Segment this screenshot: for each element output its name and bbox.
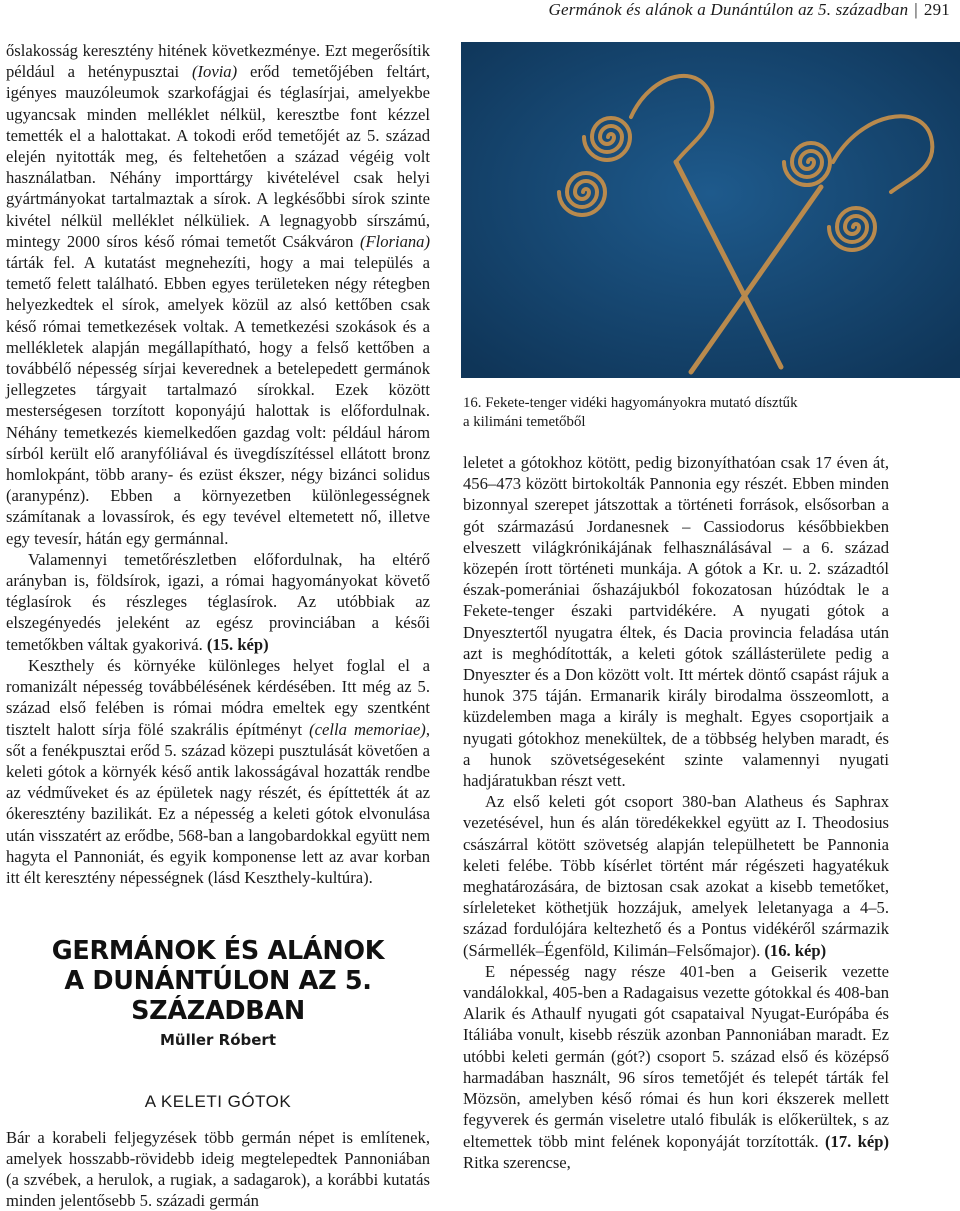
text-run: (17. kép) xyxy=(825,1131,889,1151)
right-column xyxy=(463,452,889,1173)
text-run: (16. kép) xyxy=(764,940,827,960)
left-paragraph-4 xyxy=(6,1127,430,1211)
author-name: Müller Róbert xyxy=(159,1031,276,1050)
section-title-line-1: GERMÁNOK ÉS ALÁNOK xyxy=(51,936,385,967)
left-paragraph-2 xyxy=(6,549,430,655)
text-run: (15. kép) xyxy=(206,634,269,654)
caption-line-1: 16. Fekete-tenger vidéki hagyományokra mutató dísztűk xyxy=(463,395,798,411)
right-paragraph-3 xyxy=(463,961,889,1173)
page-number: 291 xyxy=(923,0,950,19)
subsection-title: A KELETI GÓTOK xyxy=(144,1092,292,1112)
running-head xyxy=(549,0,951,20)
text-run: erőd temetőjében feltárt, igényes mauzóleumok szarkofágjai és téglasírjai, amelyekbe ugyancsak minden melléklet nélkül, keresztbe font kézzel temették el a halottakat. A tokodi erőd temetőjét az 5. század elején nyitották meg, és feltehetően a század végéig volt használatban. Néhány importtárgy kivételével csak helyi gyártmányokat tartalmaztak a sírok. A legkésőbbi sírok szinte kivétel nélkül melléklet nélküliek. A legnagyobb sírszámú, mintegy 2000 síros késő római temetőt Csákváron xyxy=(6,62,431,251)
right-paragraph-2 xyxy=(463,791,889,961)
figure-16-photo xyxy=(461,42,960,378)
figure-caption xyxy=(463,394,883,432)
text-run: őslakosság keresztény hitének következménye. Ezt megerősítik például a heténypusztai xyxy=(6,41,430,82)
header-separator: | xyxy=(914,0,918,19)
section-title-line-2: A DUNÁNTÚLON AZ 5. SZÁZADBAN xyxy=(64,966,372,1027)
caption-line-2: a kilimáni temetőből xyxy=(463,414,586,430)
text-run: , sőt a fenékpusztai erőd 5. század közepi pusztulását követően a keleti gótok a környék késő antik lakosságával hozatták rendbe az védműveket és az épületek nagy részét, és építtették át az ókeresztény bazilikát. Ez a népesség a keleti gótok elvonulása után visszatért az erődbe, 568-ban a langobardokkal együtt nem hagyta el Pannoniát, és egyik komponense lett az avar korban itt élt keresztény népességnek (lásd Keszthely-kultúra). xyxy=(6,719,430,887)
section-title xyxy=(6,936,430,1026)
text-run: (cella memoriae) xyxy=(309,719,426,739)
left-paragraph-1 xyxy=(6,40,430,549)
left-paragraph-3 xyxy=(6,655,430,888)
text-run: E népesség nagy része 401-ben a Geiserik vezette vandálokkal, 405-ben a Radagaisus vezette gótokkal és 408-ban Alarik és Athaulf nyugati gót csapataival Nyugat-Európába és Itáliába vonult, kisebb részük azonban Pannoniában maradt. Ez utóbbi keleti germán (gót?) csoport 5. század első és középső harmadában használt, 96 síros temetőjét és telepét tárták fel Mözsön, amelyben késő római és hun kori ékszerek mellett fegyverek és germán viseletre utaló fibulák is előkerültek, s az eltemettek több mint felének koponyáját torzították. xyxy=(463,961,889,1151)
running-title: Germánok és alánok a Dunántúlon az 5. században xyxy=(548,0,909,19)
text-run: Valamennyi temetőrészletben előfordulnak, ha eltérő arányban is, földsírok, igazi, a római hagyományokat követő téglasírok és részleges téglasírok. Az utóbbiak az elszegényedés jeleként az egész provinciában a késői temetőkben váltak gyakorivá. xyxy=(6,549,430,654)
right-paragraph-1 xyxy=(463,452,889,791)
text-run: tárták fel. A kutatást megnehezíti, hogy a mai település a temető felett található. Ebben egyes területeken négy rétegben helyezkedtek el sírok, amelyek közül az alsó kettőben csak késő római temetkezések voltak. A temetkezési szokások és a mellékletek alapján megállapítható, hogy a felső kettőben a továbbélő népesség sírjai keverednek a betelepedett germánok jellegzetes tárgyait tartalmazó sírokkal. Ezek között mesterségesen torzított koponyájú halottak is előfordulnak. Néhány temetkezés kiemelkedően gazdag volt: például három sírból került elő aranyfóliával és üvegdíszítéssel ellátott bronz homlokpánt, több arany- és ezüst ékszer, négy bizánci solidus (aranypénz). Ebben a környezetben különlegességnek számítanak a lovassírok, és egy tevével eltemetett nő, illetve egy tevesír, hátán egy germánnal. xyxy=(6,253,430,548)
pins-illustration xyxy=(461,42,960,378)
left-column xyxy=(6,40,430,1211)
text-run: Ritka szerencse, xyxy=(463,1152,571,1172)
text-run: (Floriana) xyxy=(359,231,430,251)
text-run: Keszthely és környéke különleges helyet foglal el a romanizált népesség továbbélésének kérdésében. Itt még az 5. század első felében is római módra emeltek egy szentként tisztelt halott sírja fölé szakrális építményt xyxy=(6,655,430,739)
text-run: (Iovia) xyxy=(191,62,238,82)
text-run: leletet a gótokhoz kötött, pedig bizonyíthatóan csak 17 éven át, 456–473 között birtokolták Pannonia egy részét. Ebben minden bizonnyal szerepet játszottak a történeti források, elsősorban a gót származású Jordanesnek – Cassiodorus későbbiekben elveszett világkrónikájának felhasználásával – a 6. század közepén írott történeti munkája. A gótok a Kr. u. 2. századtól észak-pomerániai őshazájukból fokozatosan húzódtak le a Fekete-tenger északi partvidékére. A nyugati gótok a Dnyesztertől nyugatra éltek, és Dacia provincia feladása után azt is meghódították, a keleti gótok szállásterülete pedig a Dnyeszter és a Don között volt. Itt mértek döntő csapást rájuk a hunok 375 táján. Ermanarik király birodalma összeomlott, a küzdelemben maga a király is meghalt. Egyes csoportjaik a nyugati gótokhoz menekültek, de a többség helyben maradt, és a hunok szövetségeseként szinte valamennyi nyugati hadjáratukban részt vett. xyxy=(463,453,889,791)
text-run: Az első keleti gót csoport 380-ban Alatheus és Saphrax vezetésével, hun és alán töredékekkel együtt az I. Theodosius császárral kötött szövetség alapján települhetett be Pannonia keleti felébe. Több kísérlet történt már régészeti hagyatékuk meghatározására, de biztosan csak azokat a kisebb temetőket, sírleleteket köthetjük hozzájuk, amelyek leletanyaga a 4–5. század fordulójára keltezhető és a Pontus vidékéről származik (Sármellék–Égenföld, Kilimán–Felsőmajor). xyxy=(463,792,889,960)
text-run: Bár a korabeli feljegyzések több germán népet is említenek, amelyek hosszabb-rövidebb ideig megtelepedtek Pannoniában (a szvébek, a herulok, a rugiak, a sadagarok), a korábbi kutatás minden jelentősebb 5. századi germán xyxy=(6,1127,430,1211)
